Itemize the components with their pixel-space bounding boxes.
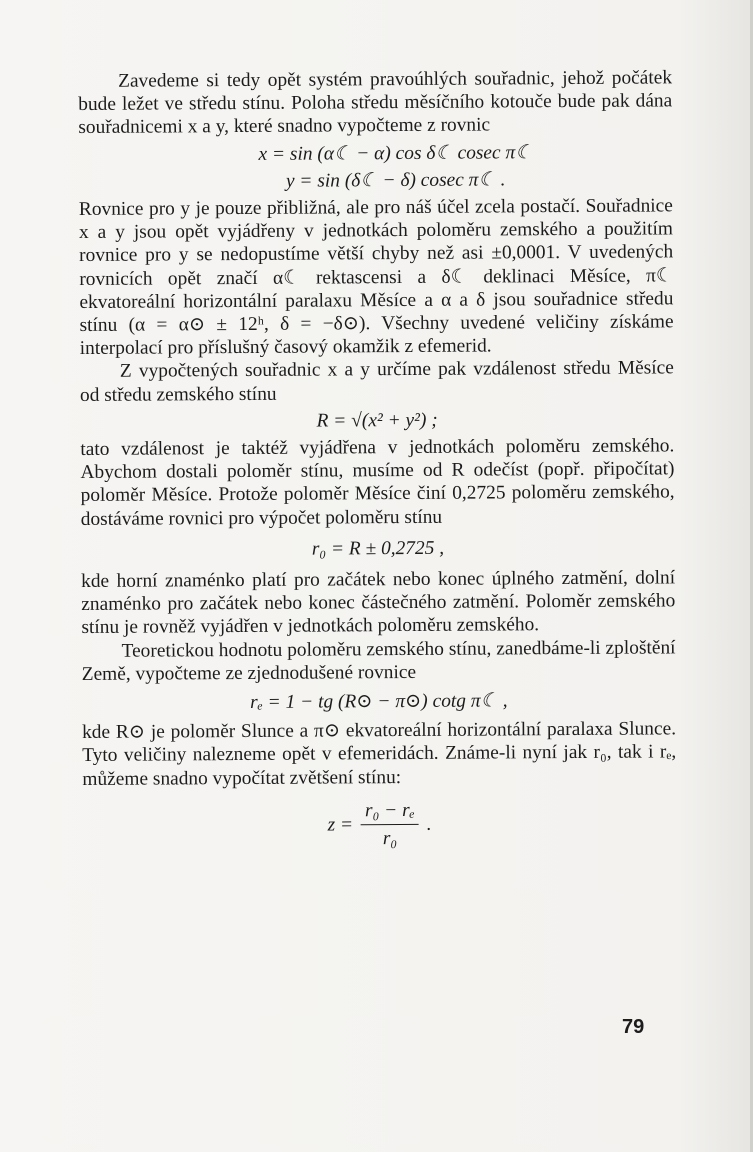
fraction-numerator: r₀ − rₑ [361, 799, 419, 826]
page-number: 79 [622, 1016, 645, 1038]
paragraph-distance: Z vypočtených souřadnic x a y určíme pak vzdálenost středu Měsíce od středu zemského stínu [79, 357, 674, 406]
text-column [78, 66, 677, 852]
paragraph-sign-note: kde horní znaménko platí pro začátek nebo konec úplného zatmění, dolní znaménko pro začátek nebo konec částečného zatmění. Poloměr zemského stínu je rovněž vyjádřen v jednotkách poloměru zemského. [81, 567, 676, 639]
equation-z-lhs: z = [327, 814, 354, 836]
equation-z-end: . [426, 813, 432, 835]
paragraph-theory: Teoretickou hodnotu poloměru zemského stínu, zanedbáme-li zploštění Země, vypočteme ze zjednodušené rovnice [81, 637, 676, 685]
equation-re: rₑ = 1 − tg (R⊙ − π⊙) cotg π☾ , [250, 690, 508, 714]
paragraph-sun: kde R⊙ je poloměr Slunce a π⊙ ekvatoreální horizontální paralaxa Slunce. Tyto veličiny nalezneme opět v efemeridách. Známe-li nyní jak r₀, tak i rₑ, můžeme snadno vypočítat zvětšení stínu: [81, 718, 677, 790]
paragraph-intro: Zavedeme si tedy opět systém pravoúhlých souřadnic, jehož počátek bude ležet ve středu stínu. Poloha středu měsíčního kotouče bude pak dána souřadnicemi x a y, které snadno vypočteme z rovnic [78, 67, 673, 139]
equation-R: R = √(x² + y²) ; [316, 409, 438, 432]
equation-x: x = sin (α☾ − α) cos δ☾ cosec π☾ [258, 141, 533, 165]
fraction-denominator: r₀ [382, 828, 398, 850]
fraction [361, 799, 419, 851]
paragraph-shadow-radius: tato vzdálenost je taktéž vyjádřena v jednotkách poloměru zemského. Abychom dostali poloměr stínu, musíme od R odečíst (popř. připočítat) poloměr Měsíce. Protože poloměr Měsíce činí 0,2725 poloměru zemského, dostáváme rovnici pro výpočet poloměru stínu [80, 435, 675, 530]
equation-z [82, 797, 676, 852]
paragraph-approximation: Rovnice pro y je pouze přibližná, ale pro náš účel zcela postačí. Souřadnice x a y jsou opět vyjádřeny v jednotkách poloměru zemského a použitím rovnice pro y se nedopustíme větší chyby než asi ±0,0001. V uvedených rovnicích opět značí α☾ rektascensi a δ☾ deklinaci Měsíce, π☾ ekvatoreální horizontální paralaxu Měsíce a α a δ jsou souřadnice středu stínu (α = α⊙ ± 12ʰ, δ = −δ⊙). Všechny uvedené veličiny získáme interpolací pro příslušný časový okamžik z efemerid. [78, 195, 674, 360]
equation-r0: r₀ = R ± 0,2725 , [311, 537, 445, 560]
equation-y: y = sin (δ☾ − δ) cosec π☾ . [285, 169, 506, 192]
